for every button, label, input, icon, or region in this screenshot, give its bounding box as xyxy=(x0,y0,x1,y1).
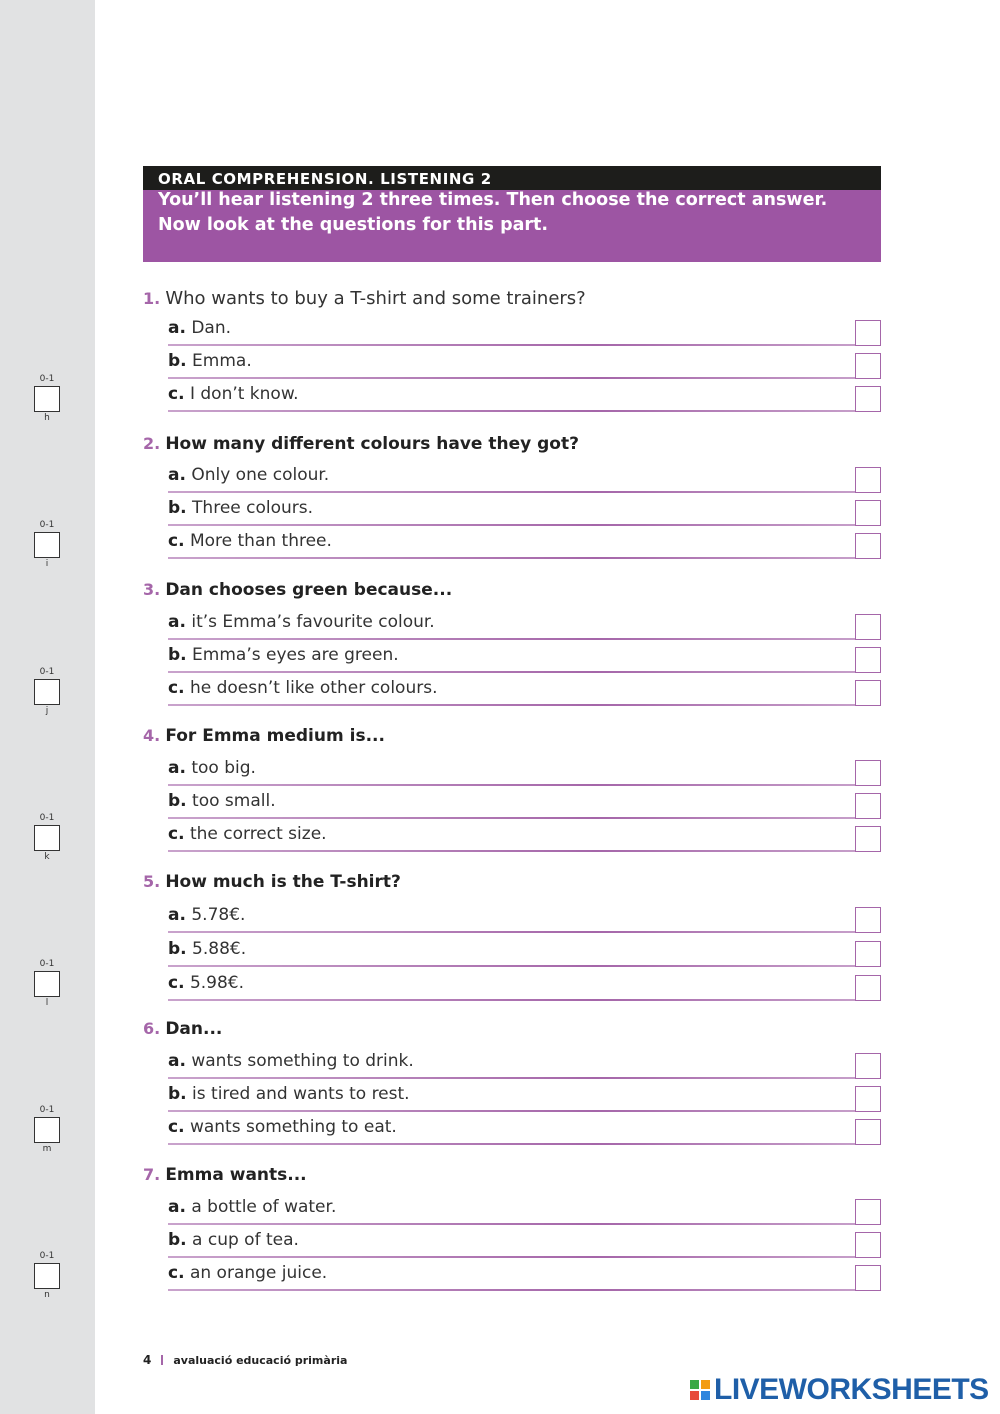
option-label xyxy=(168,905,245,925)
option-label xyxy=(168,1051,414,1071)
option-text: 5.78€. xyxy=(191,905,246,925)
score-letter: l xyxy=(45,998,49,1008)
option-a xyxy=(168,758,881,788)
answer-line xyxy=(168,1110,881,1112)
option-label xyxy=(168,758,256,778)
answer-checkbox[interactable] xyxy=(855,680,881,706)
option-a xyxy=(168,1051,881,1081)
answer-line xyxy=(168,1223,881,1225)
question-text: Dan... xyxy=(165,1019,223,1039)
score-box-l xyxy=(33,959,61,1008)
answer-checkbox[interactable] xyxy=(855,386,881,412)
question-heading xyxy=(143,1165,307,1185)
option-text: a bottle of water. xyxy=(191,1197,337,1217)
score-letter: n xyxy=(44,1290,50,1300)
score-input[interactable] xyxy=(34,1263,60,1289)
option-label xyxy=(168,351,252,371)
answer-checkbox[interactable] xyxy=(855,614,881,640)
page-number: 4 xyxy=(143,1353,152,1367)
question-number: 6. xyxy=(143,1019,161,1038)
question-number: 3. xyxy=(143,580,161,599)
logo-square-red xyxy=(690,1391,699,1400)
option-text: too big. xyxy=(191,758,256,778)
option-c xyxy=(168,1117,881,1147)
option-text: wants something to eat. xyxy=(189,1117,397,1137)
option-letter: a. xyxy=(168,758,186,778)
option-b xyxy=(168,351,881,381)
answer-checkbox[interactable] xyxy=(855,533,881,559)
question-5 xyxy=(143,872,881,1012)
score-input[interactable] xyxy=(34,825,60,851)
footer-title: avaluació educació primària xyxy=(173,1354,348,1367)
score-box-j xyxy=(33,667,61,716)
score-input[interactable] xyxy=(34,532,60,558)
answer-line xyxy=(168,1077,881,1079)
option-label xyxy=(168,1263,327,1283)
answer-line xyxy=(168,850,881,852)
question-text: For Emma medium is... xyxy=(165,726,385,746)
option-text: Only one colour. xyxy=(191,465,330,485)
option-letter: c. xyxy=(168,678,185,698)
option-text: the correct size. xyxy=(189,824,327,844)
score-range: 0-1 xyxy=(39,667,55,677)
option-text: Emma. xyxy=(192,351,252,371)
question-1 xyxy=(143,288,881,428)
score-range: 0-1 xyxy=(39,1105,55,1115)
logo-grid-icon xyxy=(690,1380,710,1400)
option-b xyxy=(168,1084,881,1114)
question-number: 2. xyxy=(143,434,161,453)
answer-checkbox[interactable] xyxy=(855,793,881,819)
answer-checkbox[interactable] xyxy=(855,1053,881,1079)
answer-line xyxy=(168,1256,881,1258)
option-label xyxy=(168,824,327,844)
logo-square-green xyxy=(690,1380,699,1389)
option-text: it’s Emma’s favourite colour. xyxy=(191,612,435,632)
answer-line xyxy=(168,965,881,967)
score-letter: h xyxy=(44,413,50,423)
option-letter: c. xyxy=(168,531,185,551)
question-3 xyxy=(143,580,881,720)
question-number: 7. xyxy=(143,1165,161,1184)
option-label xyxy=(168,1117,397,1137)
option-text: More than three. xyxy=(189,531,332,551)
answer-line xyxy=(168,410,881,412)
option-text: a cup of tea. xyxy=(192,1230,299,1250)
option-letter: a. xyxy=(168,1197,186,1217)
question-2 xyxy=(143,434,881,574)
score-letter: i xyxy=(45,559,49,569)
score-range: 0-1 xyxy=(39,374,55,384)
option-text: Dan. xyxy=(191,318,232,338)
answer-checkbox[interactable] xyxy=(855,1199,881,1225)
question-text: How much is the T-shirt? xyxy=(165,872,401,892)
score-box-h xyxy=(33,374,61,423)
footer-divider xyxy=(161,1355,163,1365)
answer-line xyxy=(168,638,881,640)
option-a xyxy=(168,465,881,495)
option-text: Emma’s eyes are green. xyxy=(192,645,399,665)
answer-checkbox[interactable] xyxy=(855,760,881,786)
score-input[interactable] xyxy=(34,1117,60,1143)
option-label xyxy=(168,498,313,518)
option-a xyxy=(168,318,881,348)
question-4 xyxy=(143,726,881,866)
option-letter: b. xyxy=(168,498,187,518)
question-text: Who wants to buy a T-shirt and some trainers? xyxy=(165,288,586,309)
answer-checkbox[interactable] xyxy=(855,320,881,346)
option-text: 5.98€. xyxy=(189,973,245,993)
answer-checkbox[interactable] xyxy=(855,1119,881,1145)
option-letter: c. xyxy=(168,1263,185,1283)
instructions-box xyxy=(143,190,881,262)
option-text: he doesn’t like other colours. xyxy=(189,678,438,698)
question-heading xyxy=(143,726,385,746)
option-b xyxy=(168,791,881,821)
option-letter: a. xyxy=(168,465,186,485)
option-b xyxy=(168,498,881,528)
answer-line xyxy=(168,377,881,379)
option-c xyxy=(168,678,881,708)
answer-line xyxy=(168,344,881,346)
question-heading xyxy=(143,872,401,892)
score-input[interactable] xyxy=(34,386,60,412)
option-label xyxy=(168,645,399,665)
option-label xyxy=(168,1230,299,1250)
answer-line xyxy=(168,671,881,673)
answer-line xyxy=(168,1289,881,1291)
option-text: is tired and wants to rest. xyxy=(192,1084,410,1104)
answer-checkbox[interactable] xyxy=(855,353,881,379)
answer-checkbox[interactable] xyxy=(855,907,881,933)
option-text: 5.88€. xyxy=(192,939,247,959)
answer-checkbox[interactable] xyxy=(855,826,881,852)
option-b xyxy=(168,645,881,675)
score-input[interactable] xyxy=(34,971,60,997)
answer-line xyxy=(168,817,881,819)
score-range: 0-1 xyxy=(39,1251,55,1261)
option-label xyxy=(168,1197,336,1217)
score-letter: j xyxy=(45,706,49,716)
score-letter: m xyxy=(42,1144,52,1154)
option-label xyxy=(168,791,276,811)
score-range: 0-1 xyxy=(39,520,55,530)
option-letter: b. xyxy=(168,645,187,665)
answer-checkbox[interactable] xyxy=(855,1232,881,1258)
question-6 xyxy=(143,1019,881,1159)
option-letter: c. xyxy=(168,384,185,404)
answer-checkbox[interactable] xyxy=(855,975,881,1001)
option-letter: b. xyxy=(168,351,187,371)
option-label xyxy=(168,612,435,632)
option-letter: b. xyxy=(168,939,187,959)
answer-line xyxy=(168,999,881,1001)
option-label xyxy=(168,973,244,993)
option-label xyxy=(168,465,329,485)
logo-text: LIVEWORKSHEETS xyxy=(714,1373,989,1406)
option-text: too small. xyxy=(192,791,276,811)
liveworksheets-logo[interactable] xyxy=(690,1372,989,1408)
option-letter: b. xyxy=(168,1230,187,1250)
answer-line xyxy=(168,784,881,786)
option-b xyxy=(168,939,881,969)
answer-line xyxy=(168,524,881,526)
answer-line xyxy=(168,1143,881,1145)
option-letter: c. xyxy=(168,1117,185,1137)
question-number: 1. xyxy=(143,289,161,308)
question-text: Emma wants... xyxy=(165,1165,307,1185)
option-a xyxy=(168,612,881,642)
option-a xyxy=(168,905,881,935)
option-text: wants something to drink. xyxy=(191,1051,414,1071)
answer-line xyxy=(168,491,881,493)
option-letter: b. xyxy=(168,1084,187,1104)
question-heading xyxy=(143,288,586,309)
option-letter: c. xyxy=(168,973,185,993)
answer-line xyxy=(168,557,881,559)
score-box-k xyxy=(33,813,61,862)
instructions-line-1: You’ll hear listening 2 three times. Then choose the correct answer. xyxy=(158,190,828,210)
option-text: I don’t know. xyxy=(189,384,299,404)
option-c xyxy=(168,531,881,561)
section-title: ORAL COMPREHENSION. LISTENING 2 xyxy=(158,170,492,188)
option-b xyxy=(168,1230,881,1260)
option-text: an orange juice. xyxy=(189,1263,328,1283)
answer-checkbox[interactable] xyxy=(855,647,881,673)
option-label xyxy=(168,318,231,338)
score-range: 0-1 xyxy=(39,959,55,969)
answer-checkbox[interactable] xyxy=(855,1086,881,1112)
question-text: How many different colours have they got? xyxy=(165,434,579,454)
answer-checkbox[interactable] xyxy=(855,500,881,526)
option-c xyxy=(168,973,881,1003)
answer-line xyxy=(168,704,881,706)
option-letter: a. xyxy=(168,318,186,338)
option-letter: b. xyxy=(168,791,187,811)
option-letter: a. xyxy=(168,612,186,632)
option-label xyxy=(168,384,299,404)
question-7 xyxy=(143,1165,881,1305)
instructions-line-2: Now look at the questions for this part. xyxy=(158,215,549,235)
score-box-m xyxy=(33,1105,61,1154)
answer-checkbox[interactable] xyxy=(855,1265,881,1291)
option-letter: a. xyxy=(168,905,186,925)
score-range: 0-1 xyxy=(39,813,55,823)
question-number: 5. xyxy=(143,872,161,891)
question-number: 4. xyxy=(143,726,161,745)
option-text: Three colours. xyxy=(192,498,314,518)
answer-checkbox[interactable] xyxy=(855,467,881,493)
question-heading xyxy=(143,580,452,600)
section-header xyxy=(143,166,881,190)
answer-checkbox[interactable] xyxy=(855,941,881,967)
option-label xyxy=(168,939,246,959)
page-footer xyxy=(143,1353,347,1367)
option-letter: c. xyxy=(168,824,185,844)
question-heading xyxy=(143,434,579,454)
score-box-n xyxy=(33,1251,61,1300)
option-letter: a. xyxy=(168,1051,186,1071)
option-label xyxy=(168,1084,410,1104)
option-label xyxy=(168,678,437,698)
logo-square-blue xyxy=(701,1391,710,1400)
option-c xyxy=(168,384,881,414)
question-heading xyxy=(143,1019,222,1039)
score-input[interactable] xyxy=(34,679,60,705)
answer-line xyxy=(168,931,881,933)
option-a xyxy=(168,1197,881,1227)
question-text: Dan chooses green because... xyxy=(165,580,453,600)
score-box-i xyxy=(33,520,61,569)
logo-square-orange xyxy=(701,1380,710,1389)
option-label xyxy=(168,531,332,551)
option-c xyxy=(168,824,881,854)
score-letter: k xyxy=(44,852,50,862)
option-c xyxy=(168,1263,881,1293)
